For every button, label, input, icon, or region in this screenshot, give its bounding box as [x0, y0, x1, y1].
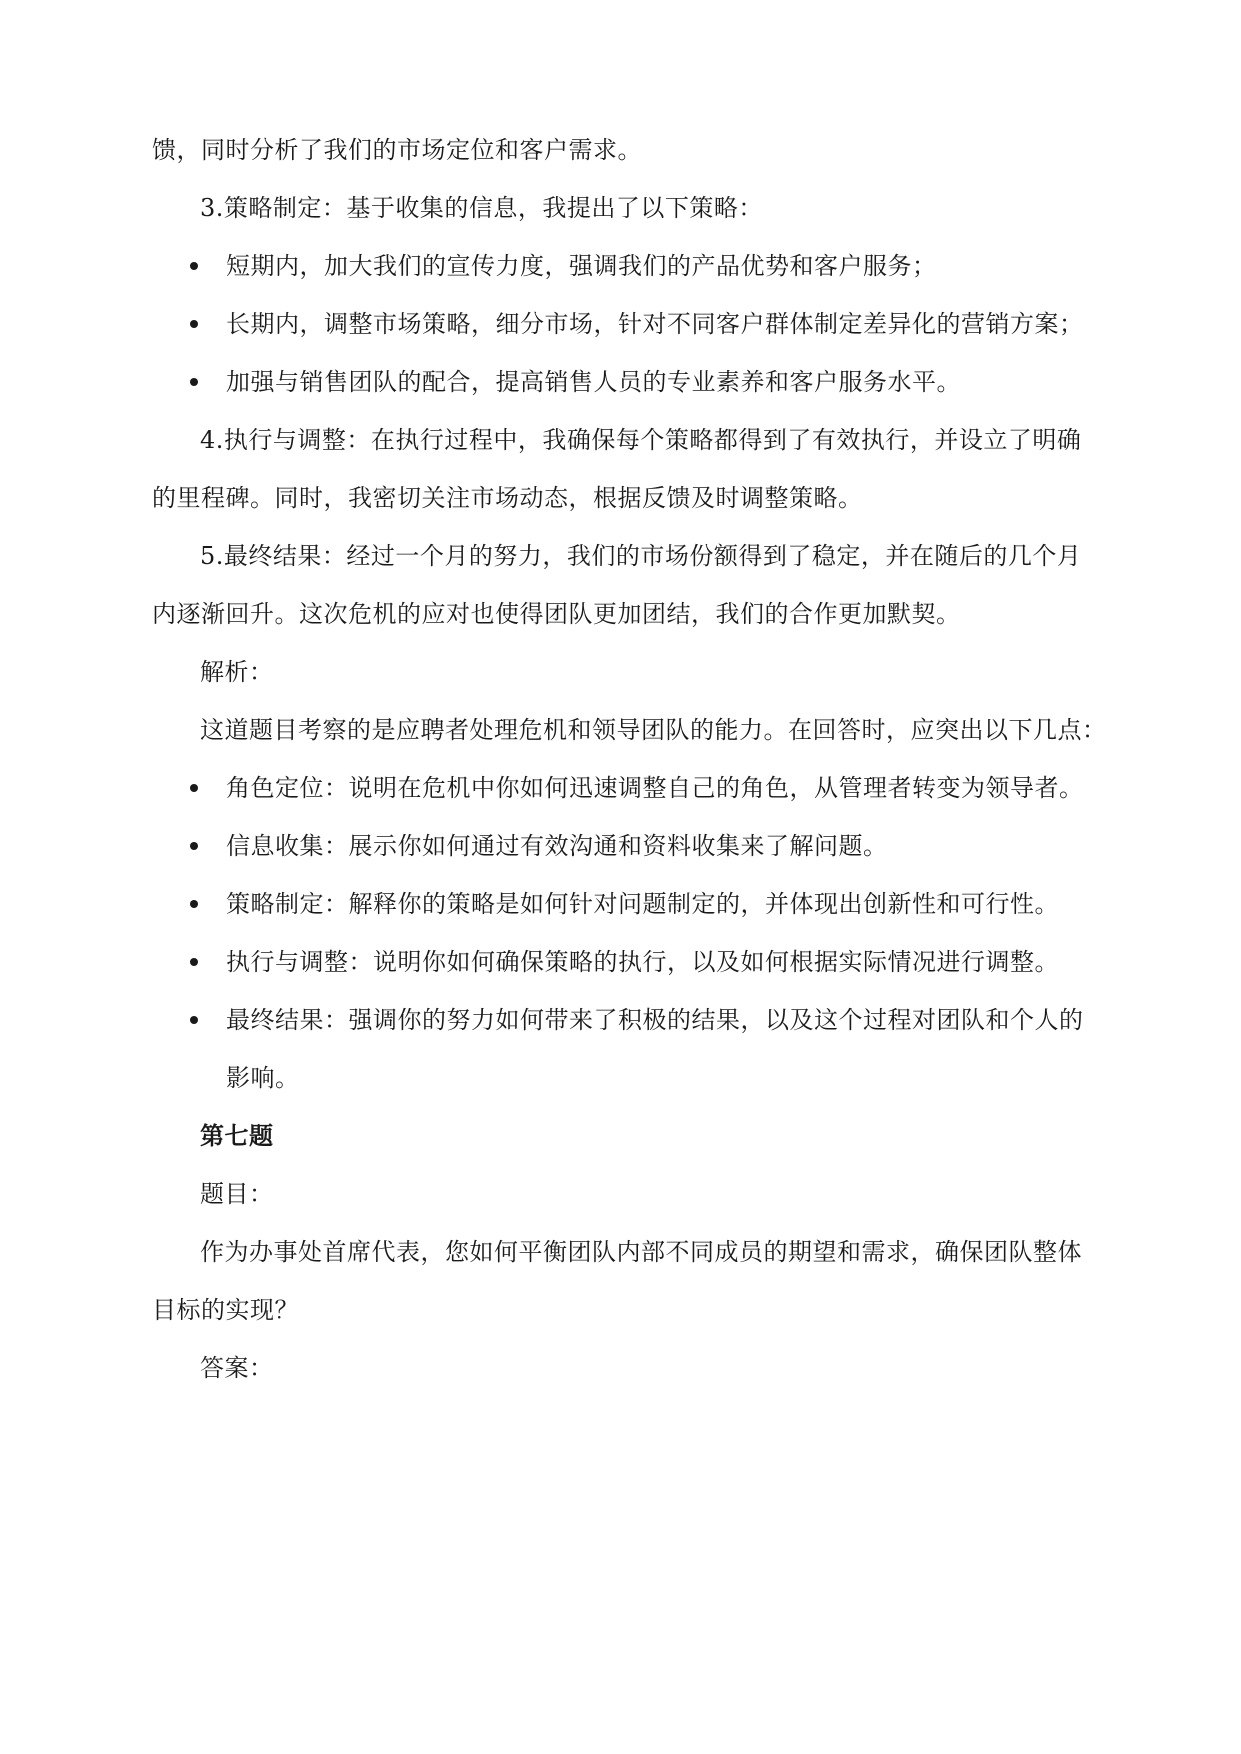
answer-label: 答案： [200, 1354, 274, 1382]
bullet-dot [190, 784, 198, 792]
result-paragraph-line-2: 内逐渐回升。这次危机的应对也使得团队更加团结，我们的合作更加默契。 [152, 600, 961, 628]
strategy-bullet-1: 短期内，加大我们的宣传力度，强调我们的产品优势和客户服务； [226, 252, 937, 280]
question-text-line-2: 目标的实现？ [152, 1296, 299, 1324]
strategy-bullet-2: 长期内，调整市场策略，细分市场，针对不同客户群体制定差异化的营销方案； [226, 310, 1084, 338]
analysis-bullet-5: 最终结果：强调你的努力如何带来了积极的结果，以及这个过程对团队和个人的 [226, 1006, 1084, 1034]
analysis-bullet-2: 信息收集：展示你如何通过有效沟通和资料收集来了解问题。 [226, 832, 888, 860]
bullet-dot [190, 262, 198, 270]
analysis-bullet-5-continuation: 影响。 [226, 1064, 300, 1092]
analysis-label: 解析： [200, 658, 274, 686]
bullet-dot [190, 958, 198, 966]
execution-paragraph-line-1: 4.执行与调整：在执行过程中，我确保每个策略都得到了有效执行，并设立了明确 [200, 426, 1082, 454]
bullet-dot [190, 842, 198, 850]
bullet-dot [190, 378, 198, 386]
bullet-dot [190, 900, 198, 908]
analysis-intro: 这道题目考察的是应聘者处理危机和领导团队的能力。在回答时，应突出以下几点： [200, 716, 1107, 744]
analysis-bullet-4: 执行与调整：说明你如何确保策略的执行，以及如何根据实际情况进行调整。 [226, 948, 1059, 976]
analysis-bullet-1: 角色定位：说明在危机中你如何迅速调整自己的角色，从管理者转变为领导者。 [226, 774, 1084, 802]
question-7-heading: 第七题 [200, 1121, 274, 1150]
question-text-line-1: 作为办事处首席代表，您如何平衡团队内部不同成员的期望和需求，确保团队整体 [200, 1238, 1082, 1266]
result-paragraph-line-1: 5.最终结果：经过一个月的努力，我们的市场份额得到了稳定，并在随后的几个月 [200, 542, 1082, 570]
strategy-paragraph: 3.策略制定：基于收集的信息，我提出了以下策略： [200, 194, 763, 222]
question-label: 题目： [200, 1180, 274, 1208]
execution-paragraph-line-2: 的里程碑。同时，我密切关注市场动态，根据反馈及时调整策略。 [152, 484, 863, 512]
analysis-bullet-3: 策略制定：解释你的策略是如何针对问题制定的，并体现出创新性和可行性。 [226, 890, 1059, 918]
strategy-bullet-3: 加强与销售团队的配合，提高销售人员的专业素养和客户服务水平。 [226, 368, 961, 396]
bullet-dot [190, 320, 198, 328]
bullet-dot [190, 1016, 198, 1024]
paragraph-continuation: 馈，同时分析了我们的市场定位和客户需求。 [152, 136, 642, 164]
